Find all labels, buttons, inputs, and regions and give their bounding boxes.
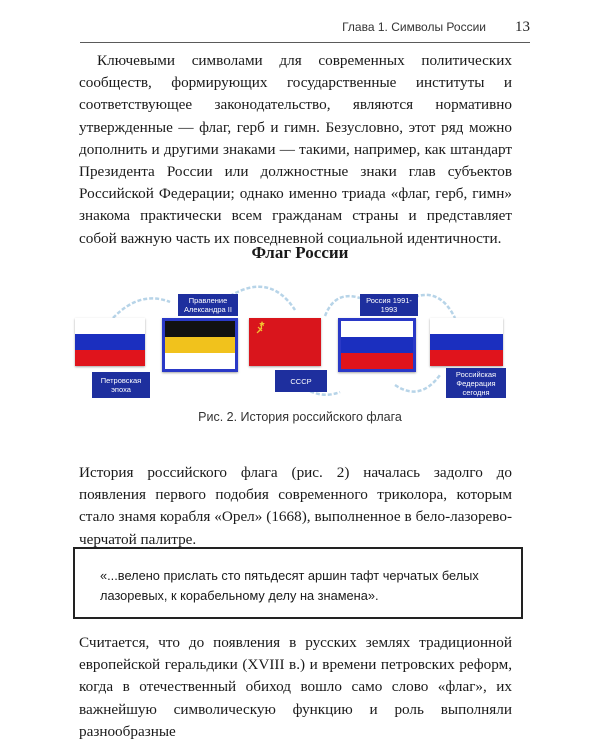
flag-history-figure	[70, 280, 540, 405]
flag-ussr	[249, 318, 321, 366]
flag-russia-1991	[338, 318, 416, 372]
label-ussr: СССР	[275, 370, 327, 392]
figure-caption: Рис. 2. История российского флага	[198, 410, 402, 424]
label-alexander-ii: Правление Александра II	[178, 294, 238, 316]
flag-rf-today	[430, 318, 503, 366]
hammer-and-sickle-icon	[249, 318, 321, 366]
paragraph-intro: Ключевыми символами для современных политических сообществ, формирующих государственные институты и соответствующее законодательство, являются нормативно утвержденные — флаг, герб и гимн. Безусловно, этот ряд можно дополнить и другими знаками — такими, например, как штандарт Президента России или должностные знаки глав субъектов Российской Федерации; однако именно триада «флаг, герб, гимн» знакома практически всем гражданам страны и представляет собой важную часть их повседневной социальной идентичности.	[79, 52, 512, 247]
flag-imperial	[162, 318, 238, 372]
arrow-arc-1	[113, 298, 170, 318]
arrow-arc-6	[395, 375, 440, 392]
label-rf-today: Российская Федерация сегодня	[446, 368, 506, 398]
page-header	[80, 8, 530, 43]
paragraph-heraldry: Считается, что до появления в русских землях традиционной европейской геральдики (XVIII в.) и времени петровских реформ, когда в отечественный обиход вошло само слово «флаг», их важнейшую символическую функцию и роль выполняли разнообразные	[79, 634, 512, 740]
header-chapter-title: Глава 1. Символы России	[342, 20, 486, 34]
quote-text: «...велено прислать сто пятьдесят аршин тафт черчатых белых лазоревых, к корабельному делу на знамена».	[100, 568, 479, 603]
flag-petrine-tricolor	[75, 318, 145, 366]
quote-box	[73, 547, 523, 619]
paragraph-flag-history: История российского флага (рис. 2) началась задолго до появления первого подобия современного триколора, которым стало знамя корабля «Орел» (1668), выполненное в бело-лазорево-черчатой палитре.	[79, 464, 512, 548]
arrow-arc-4	[325, 296, 360, 316]
arrow-arc-2	[230, 287, 295, 310]
header-page-number: 13	[515, 19, 530, 35]
figure-title: Флаг России	[251, 243, 349, 262]
label-russia-1991: Россия 1991-1993	[360, 294, 418, 316]
arrow-arc-5	[415, 295, 455, 318]
label-petrine-era: Петровская эпоха	[92, 372, 150, 398]
